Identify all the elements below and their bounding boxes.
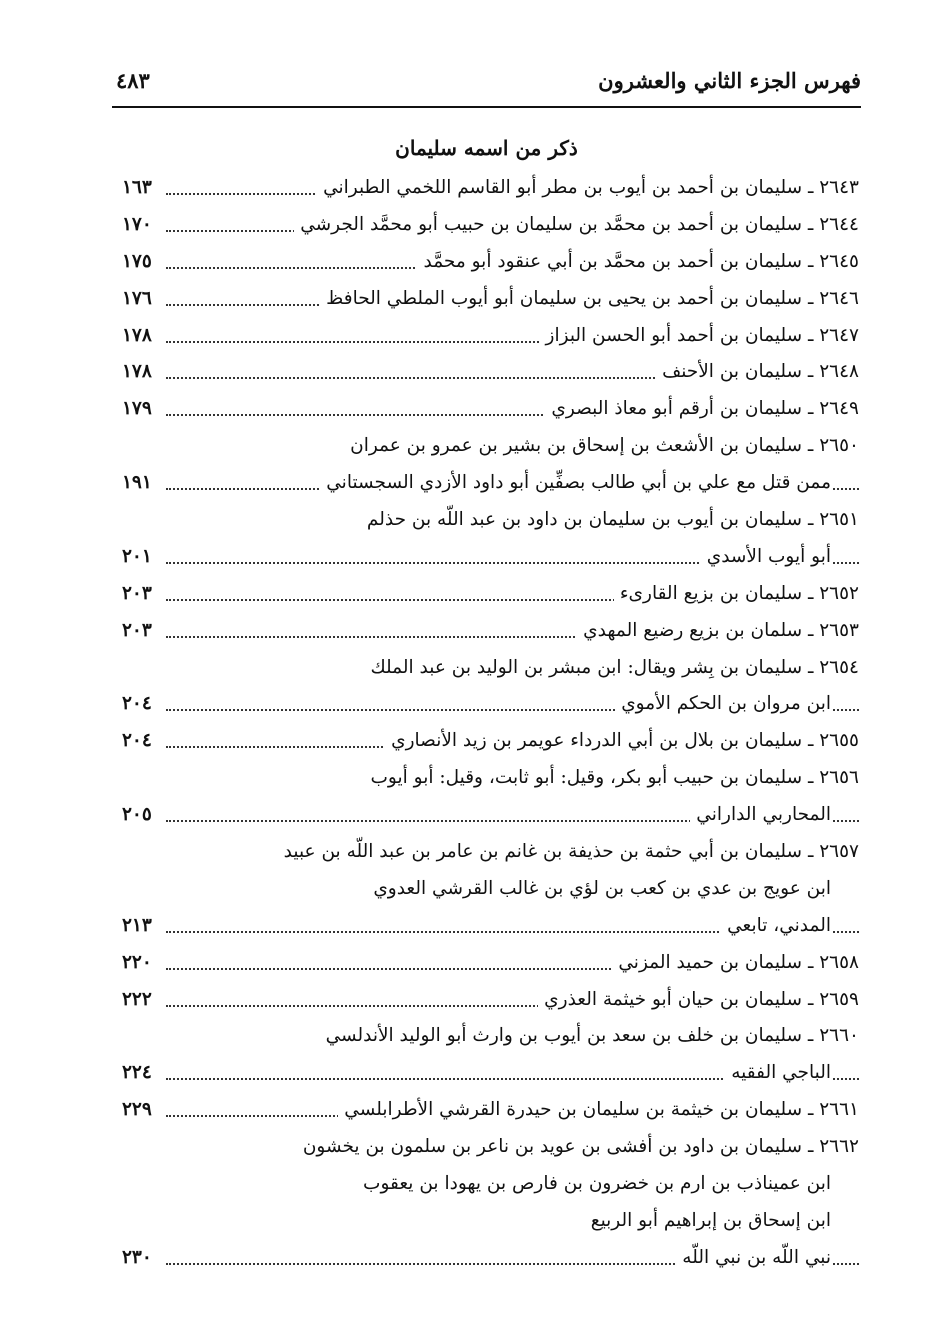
index-entry-continuation — [122, 1057, 859, 1094]
entry-text: ٢٦٤٤ ـ سليمان بن أحمد بن محمَّد بن سليمان بن حبيب أبو محمَّد الجرشي — [294, 211, 859, 239]
entry-text: ٢٦٤٧ ـ سليمان بن أحمد أبو الحسن البزاز — [540, 322, 859, 350]
index-entry — [122, 320, 859, 357]
index-entries — [122, 172, 859, 1279]
entry-page-number: ١٧٩ — [122, 398, 152, 420]
entry-page-number: ١٧٨ — [122, 324, 152, 346]
entry-text: ابن عميناذب بن ارم بن خضرون بن فارص بن يهودا بن يعقوب — [357, 1170, 831, 1198]
index-entry-continuation — [122, 1168, 859, 1205]
entry-text: نبي اللّه بن نبي اللّه — [676, 1244, 831, 1272]
entry-text: ٢٦٥٢ ـ سليمان بن بزيع القارىء — [614, 580, 859, 608]
section-heading: ذكر من اسمه سليمان — [395, 136, 578, 160]
entry-page-number: ٢٠٣ — [122, 619, 152, 641]
entry-text: ٢٦٤٦ ـ سليمان بن أحمد بن يحيى بن سليمان أبو أيوب الملطي الحافظ — [320, 285, 859, 313]
entry-page-number: ١٧٦ — [122, 287, 152, 309]
entry-text: ابن مروان بن الحكم الأموي — [615, 690, 831, 718]
entry-page-number: ٢١٣ — [122, 914, 152, 936]
index-entry-continuation — [122, 1205, 859, 1242]
entry-text: ممن قتل مع علي بن أبي طالب بصفِّين أبو داود الأزدي السجستاني — [320, 469, 831, 497]
entry-page-number: ٢٠٤ — [122, 730, 152, 752]
entry-page-number: ١٧٠ — [122, 213, 152, 235]
index-entry — [122, 984, 859, 1021]
entry-page-number: ١٧٥ — [122, 250, 152, 272]
index-entry — [122, 1094, 859, 1131]
index-entry — [122, 172, 859, 209]
index-entry — [122, 393, 859, 430]
index-entry — [122, 356, 859, 393]
entry-text: المحاربي الداراني — [690, 801, 831, 829]
index-entry — [122, 1020, 859, 1057]
entry-text: ابن إسحاق بن إبراهيم أبو الربيع — [585, 1207, 831, 1235]
entry-text: ٢٦٤٩ ـ سليمان بن أرقم أبو معاذ البصري — [545, 395, 859, 423]
header-rule — [112, 106, 861, 108]
index-entry — [122, 615, 859, 652]
entry-page-number: ٢٠٤ — [122, 693, 152, 715]
index-entry — [122, 209, 859, 246]
entry-page-number: ٢٢٢ — [122, 988, 152, 1010]
entry-text: المدني، تابعي — [721, 912, 831, 940]
index-entry — [122, 947, 859, 984]
index-entry-continuation — [122, 910, 859, 947]
entry-text: ٢٦٤٨ ـ سليمان بن الأحنف — [656, 358, 859, 386]
entry-text: ٢٦٥٨ ـ سليمان بن حميد المزني — [612, 949, 859, 977]
entry-text: ٢٦٦٠ ـ سليمان بن خلف بن سعد بن أيوب بن وارث أبو الوليد الأندلسي — [320, 1022, 859, 1050]
index-entry — [122, 836, 859, 873]
entry-text: ٢٦٥٧ ـ سليمان بن أبي حثمة بن حذيفة بن غانم بن عامر بن عبد اللّه بن عبيد — [278, 838, 859, 866]
entry-text: ٢٦٦١ ـ سليمان بن خيثمة بن سليمان بن حيدرة القرشي الأطرابلسي — [338, 1096, 859, 1124]
running-header — [112, 64, 861, 104]
index-entry-continuation — [122, 688, 859, 725]
entry-text: ٢٦٤٥ ـ سليمان بن أحمد بن محمَّد بن أبي عنقود أبو محمَّد — [417, 248, 859, 276]
index-entry — [122, 762, 859, 799]
index-entry — [122, 430, 859, 467]
entry-page-number: ٢٠٥ — [122, 804, 152, 826]
index-entry-continuation — [122, 799, 859, 836]
entry-page-number: ٢٠١ — [122, 545, 152, 567]
entry-text: ٢٦٥٩ ـ سليمان بن حيان أبو خيثمة العذري — [538, 986, 859, 1014]
entry-page-number: ١٧٨ — [122, 361, 152, 383]
entry-text: ٢٦٥٦ ـ سليمان بن حبيب أبو بكر، وقيل: أبو ثابت، وقيل: أبو أيوب — [365, 764, 859, 792]
index-entry-continuation — [122, 541, 859, 578]
entry-page-number: ١٦٣ — [122, 177, 152, 198]
index-entry — [122, 246, 859, 283]
entry-page-number: ٢٠٣ — [122, 582, 152, 604]
running-title: فهرس الجزء الثاني والعشرون — [598, 68, 861, 93]
entry-page-number: ٢٢٤ — [122, 1062, 152, 1084]
entry-text: ابن عويج بن عدي بن كعب بن لؤي بن غالب القرشي العدوي — [367, 875, 831, 903]
page-number: ٤٨٣ — [116, 68, 150, 93]
index-entry — [122, 725, 859, 762]
entry-text: ٢٦٦٢ ـ سليمان بن داود بن أفشى بن عويد بن ناعر بن سلمون بن يخشون — [297, 1133, 859, 1161]
index-entry-continuation — [122, 1242, 859, 1279]
entry-text: ٢٦٥٤ ـ سليمان بن بِشر ويقال: ابن مبشر بن الوليد بن عبد الملك — [364, 654, 859, 682]
entry-text: ٢٦٥٥ ـ سليمان بن بلال بن أبي الدرداء عويمر بن زيد الأنصاري — [385, 727, 859, 755]
index-entry-continuation — [122, 467, 859, 504]
entry-page-number: ٢٢٩ — [122, 1099, 152, 1121]
index-entry — [122, 652, 859, 689]
entry-page-number: ٢٣٠ — [122, 1246, 152, 1268]
index-entry-continuation — [122, 873, 859, 910]
index-entry — [122, 578, 859, 615]
entry-text: ٢٦٥٣ ـ سلمان بن بزيع رضيع المهدي — [577, 617, 859, 645]
entry-page-number: ١٩١ — [122, 472, 152, 494]
index-entry — [122, 283, 859, 320]
entry-text: ٢٦٥٠ ـ سليمان بن الأشعث بن إسحاق بن بشير بن عمرو بن عمران — [344, 432, 859, 460]
entry-page-number: ٢٢٠ — [122, 951, 152, 973]
entry-text: ٢٦٤٣ ـ سليمان بن أحمد بن أيوب بن مطر أبو القاسم اللخمي الطبراني — [317, 174, 859, 202]
index-entry — [122, 1131, 859, 1168]
entry-text: ٢٦٥١ ـ سليمان بن أيوب بن سليمان بن داود بن عبد اللّه بن حذلم — [361, 506, 859, 534]
entry-text: الباجي الفقيه — [725, 1059, 831, 1087]
entry-text: أبو أيوب الأسدي — [701, 543, 831, 571]
index-entry — [122, 504, 859, 541]
